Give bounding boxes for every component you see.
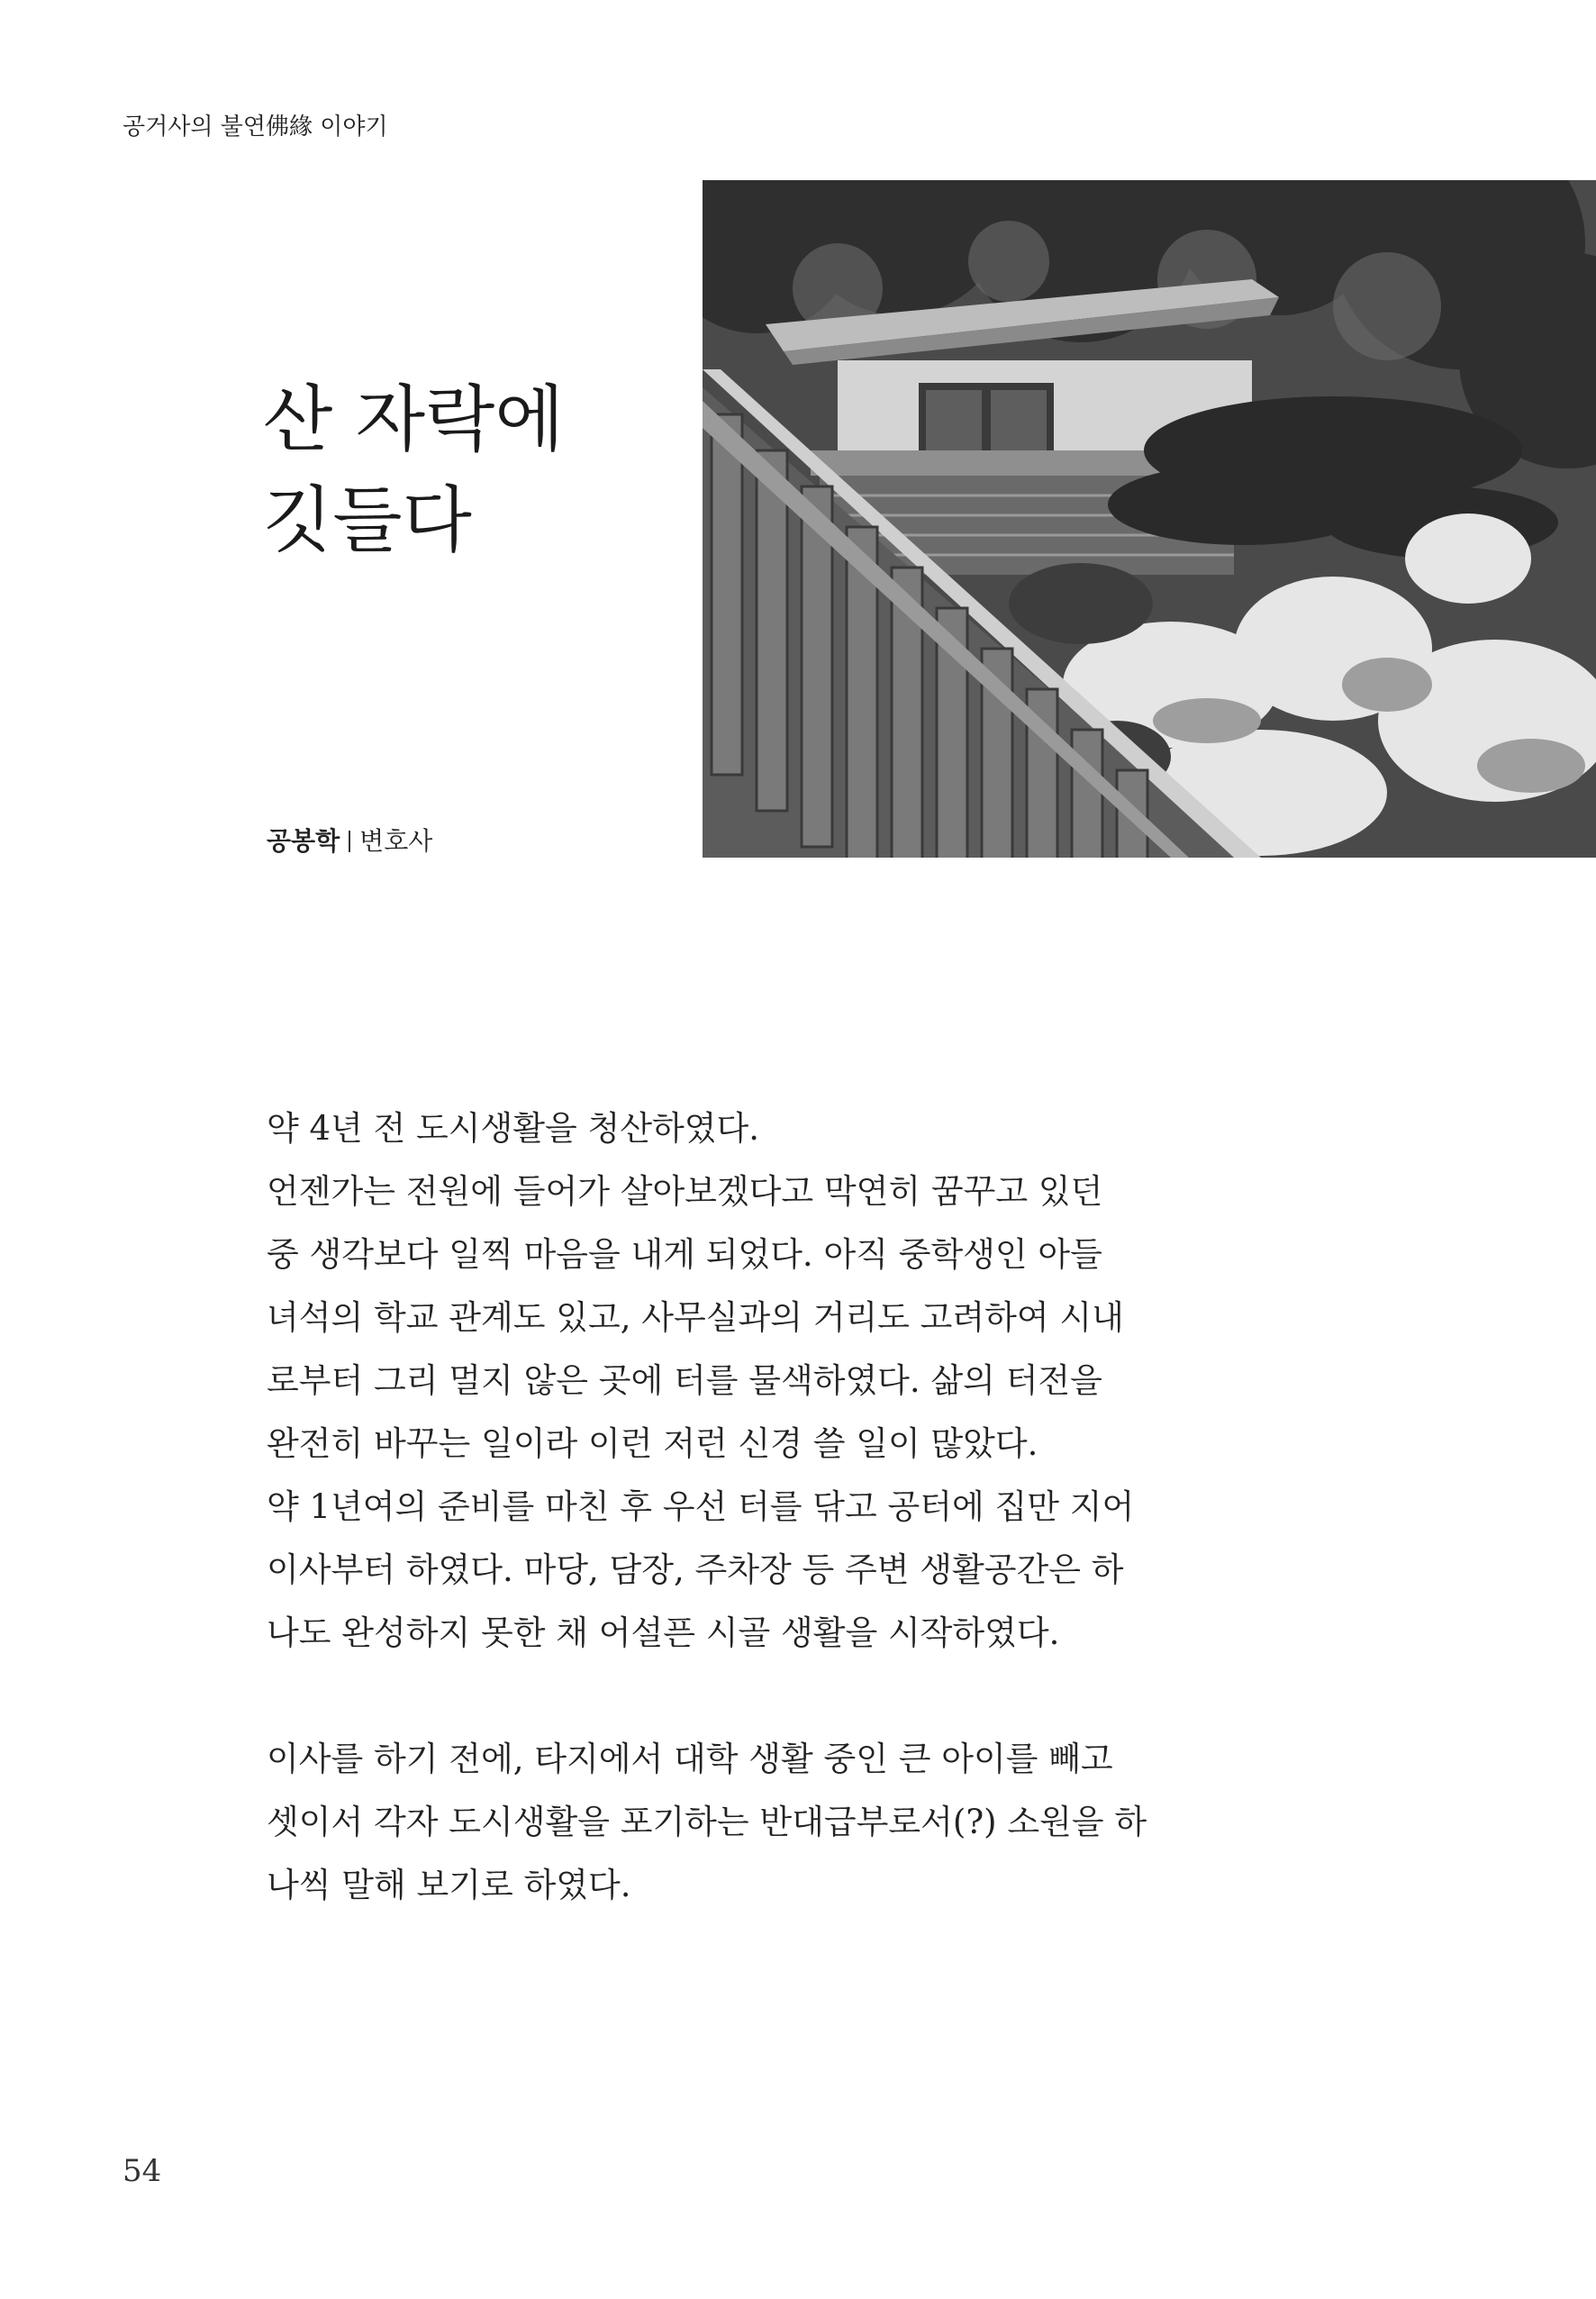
body-line: 약 4년 전 도시생활을 청산하였다. <box>267 1109 759 1148</box>
page-title <box>263 369 565 571</box>
body-line: 녀석의 학교 관계도 있고, 사무실과의 거리도 고려하여 시내 <box>267 1298 1124 1337</box>
house-on-hillside-photo <box>703 180 1596 858</box>
body-line: 약 1년여의 준비를 마친 후 우선 터를 닦고 공터에 집만 지어 <box>267 1487 1135 1526</box>
body-line: 중 생각보다 일찍 마음을 내게 되었다. 아직 중학생인 아들 <box>267 1235 1102 1274</box>
author-name: 공봉학 <box>267 826 340 856</box>
paragraph-gap <box>267 1665 1221 1728</box>
body-line: 나도 완성하지 못한 채 어설픈 시골 생활을 시작하였다. <box>267 1613 1060 1652</box>
photo-illustration <box>703 180 1596 858</box>
body-line: 이사를 하기 전에, 타지에서 대학 생활 중인 큰 아이를 빼고 <box>267 1740 1113 1778</box>
running-header: 공거사의 불연佛緣 이야기 <box>122 114 388 141</box>
byline-divider <box>349 831 350 852</box>
body-line: 나씩 말해 보기로 하였다. <box>267 1866 631 1904</box>
body-line: 로부터 그리 멀지 않은 곳에 터를 물색하였다. 삶의 터전을 <box>267 1361 1102 1400</box>
body-line: 완전히 바꾸는 일이라 이런 저런 신경 쓸 일이 많았다. <box>267 1424 1038 1463</box>
body-line: 셋이서 각자 도시생활을 포기하는 반대급부로서(?) 소원을 하 <box>267 1803 1147 1841</box>
body-line: 언젠가는 전원에 들어가 살아보겠다고 막연히 꿈꾸고 있던 <box>267 1172 1103 1211</box>
body-line: 이사부터 하였다. 마당, 담장, 주차장 등 주변 생활공간은 하 <box>267 1550 1124 1589</box>
author-role: 변호사 <box>359 826 433 856</box>
title-line: 깃들다 <box>263 478 472 562</box>
article-body <box>267 1097 1221 1917</box>
page-number: 54 <box>122 2153 162 2189</box>
byline <box>267 822 432 858</box>
title-line: 산 자락에 <box>263 377 565 461</box>
